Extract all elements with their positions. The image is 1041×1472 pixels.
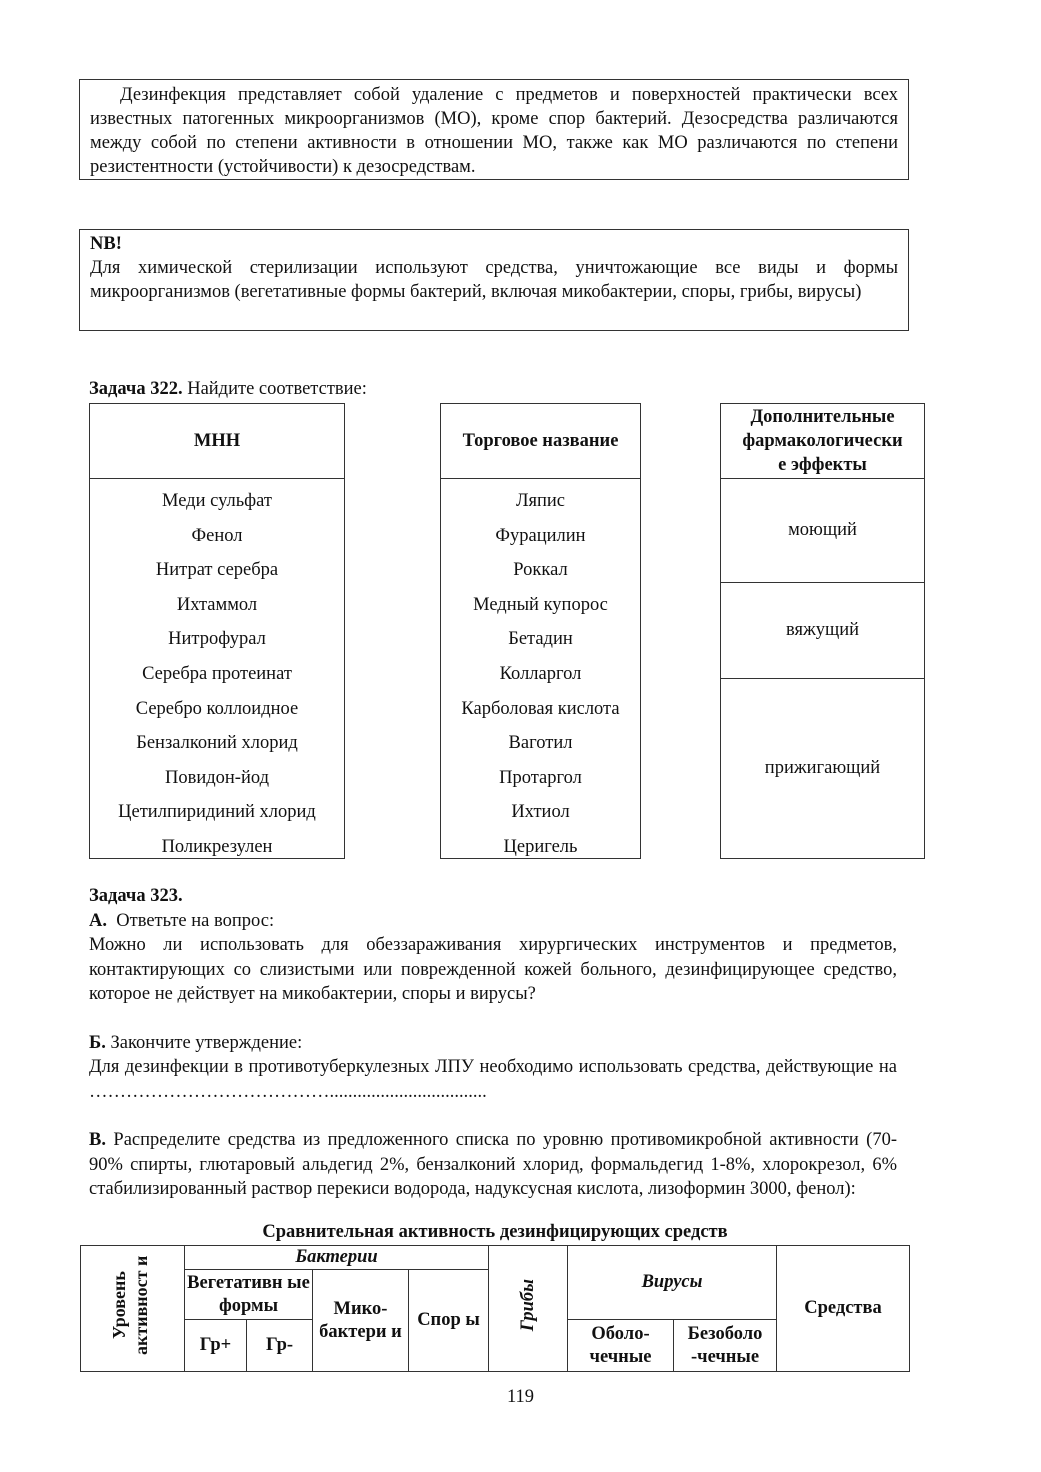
effects-column bbox=[720, 403, 925, 859]
effects-header-line: фармакологически bbox=[742, 431, 903, 451]
effects-header-line: е эффекты bbox=[778, 455, 867, 475]
trade-name-item: Ваготил bbox=[508, 733, 573, 754]
mnn-column bbox=[89, 403, 345, 859]
mnn-item: Меди сульфат bbox=[162, 491, 272, 511]
task-323-c-label: В. bbox=[89, 1130, 106, 1150]
gram-negative-header: Гр- bbox=[247, 1320, 313, 1372]
mnn-header: МНН bbox=[90, 404, 344, 479]
effect-cell bbox=[721, 679, 924, 858]
task-323-b-text: Для дезинфекции в противотуберкулезных ЛПУ необходимо использовать средства, действующие на ………………………………….................................. bbox=[89, 1057, 897, 1102]
effect-label: вяжущий bbox=[785, 620, 860, 640]
task-323-c-text: Распределите средства из предложенного списка по уровню противомикробной активности (70-90% спирты, глютаровый альдегид 2%, бензалконий хлорид, формальдегид 1-8%, хлорокрезол, 6% стабилизированный раствор перекиси водорода, надуксусная кислота, лизоформин 3000, фенол): bbox=[89, 1130, 897, 1199]
fungi-header-cell bbox=[489, 1246, 568, 1372]
effect-cell bbox=[721, 583, 924, 679]
trade-name-item: Протаргол bbox=[499, 767, 582, 788]
task-323-a-instruction: Ответьте на вопрос: bbox=[116, 910, 275, 931]
trade-name-item: Колларгол bbox=[499, 663, 582, 684]
trade-name-item: Карболовая кислота bbox=[461, 698, 620, 719]
task-323-b-instruction: Закончите утверждение: bbox=[110, 1032, 303, 1053]
intro-box bbox=[79, 79, 909, 180]
mnn-item: Серебра протеинат bbox=[142, 663, 292, 684]
trade-name-item: Ляпис bbox=[515, 491, 566, 511]
mnn-item: Ихтаммол bbox=[176, 594, 258, 615]
effect-label: моющий bbox=[788, 520, 857, 540]
mnn-item: Фенол bbox=[191, 525, 243, 546]
mnn-item: Нитрофурал bbox=[168, 629, 266, 650]
task-322-instruction: Найдите соответствие: bbox=[187, 379, 367, 399]
trade-name-list bbox=[441, 479, 640, 865]
mnn-item: Поликрезулен bbox=[161, 836, 273, 857]
trade-name-item: Ихтиол bbox=[511, 802, 570, 823]
page-number: 119 bbox=[506, 1387, 535, 1407]
gram-positive-header: Гр+ bbox=[185, 1320, 247, 1372]
trade-name-header: Торговое название bbox=[441, 404, 640, 479]
trade-name-item: Бетадин bbox=[508, 629, 573, 650]
task-323-b-label: Б. bbox=[89, 1032, 106, 1053]
task-323-block bbox=[89, 884, 897, 1202]
activity-table bbox=[80, 1245, 910, 1372]
myco-header: Мико- бактери и bbox=[313, 1270, 409, 1372]
effect-cell bbox=[721, 479, 924, 583]
effect-label: прижигающий bbox=[764, 758, 881, 778]
agents-header: Средства bbox=[777, 1246, 910, 1372]
spores-header: Спор ы bbox=[409, 1270, 489, 1372]
fungi-header: Грибы bbox=[518, 1278, 539, 1332]
trade-name-item: Фурацилин bbox=[495, 525, 586, 546]
mnn-item: Серебро коллоидное bbox=[135, 698, 299, 719]
viruses-header: Вирусы bbox=[568, 1246, 777, 1320]
task-322-heading bbox=[89, 379, 367, 400]
level-header: Уровень активност и bbox=[108, 1255, 151, 1355]
nb-header: NB! bbox=[90, 234, 122, 254]
nonenveloped-header: Безоболо -чечные bbox=[674, 1320, 777, 1372]
nb-text: Для химической стерилизации используют средства, уничтожающие все виды и формы микроорганизмов (вегетативные формы бактерий, включая микобактерии, споры, грибы, вирусы) bbox=[90, 258, 898, 302]
task-323-a-label: А. bbox=[89, 910, 107, 931]
task-323-label: Задача 323. bbox=[89, 886, 183, 906]
mnn-item: Бензалконий хлорид bbox=[136, 733, 298, 754]
mnn-item: Повидон-йод bbox=[165, 767, 269, 788]
table-caption: Сравнительная активность дезинфицирующих средств bbox=[262, 1222, 728, 1242]
intro-text: Дезинфекция представляет собой удаление с предметов и поверхностей практически всех известных патогенных микроорганизмов (МО), кроме спор бактерий. Дезосредства различаются между собой по степени активности в отношении МО, также как МО различаются по степени резистентности (устойчивости) к дезосредствам. bbox=[90, 85, 898, 177]
mnn-item: Нитрат серебра bbox=[155, 560, 279, 581]
level-header-cell bbox=[81, 1246, 185, 1372]
task-322-label: Задача 322. bbox=[89, 379, 183, 399]
effects-header bbox=[721, 404, 924, 479]
vegetative-header: Вегетативн ые формы bbox=[185, 1270, 313, 1320]
effects-header-line: Дополнительные bbox=[750, 407, 895, 427]
nb-box bbox=[79, 229, 909, 331]
task-323-a-text: Можно ли использовать для обеззараживания хирургических инструментов и предметов, контактирующих со слизистыми или поврежденной кожей больного, дезинфицирующее средство, которое не действует на микобактерии, споры и вирусы? bbox=[89, 935, 897, 1004]
trade-name-item: Медный купорос bbox=[473, 594, 608, 615]
mnn-item: Цетилпиридиний хлорид bbox=[118, 802, 316, 823]
mnn-list bbox=[90, 479, 344, 865]
trade-name-item: Церигель bbox=[503, 836, 578, 857]
bacteria-header: Бактерии bbox=[185, 1246, 489, 1270]
trade-name-item: Роккал bbox=[513, 560, 568, 581]
trade-name-column bbox=[440, 403, 641, 859]
enveloped-header: Оболо- чечные bbox=[568, 1320, 674, 1372]
